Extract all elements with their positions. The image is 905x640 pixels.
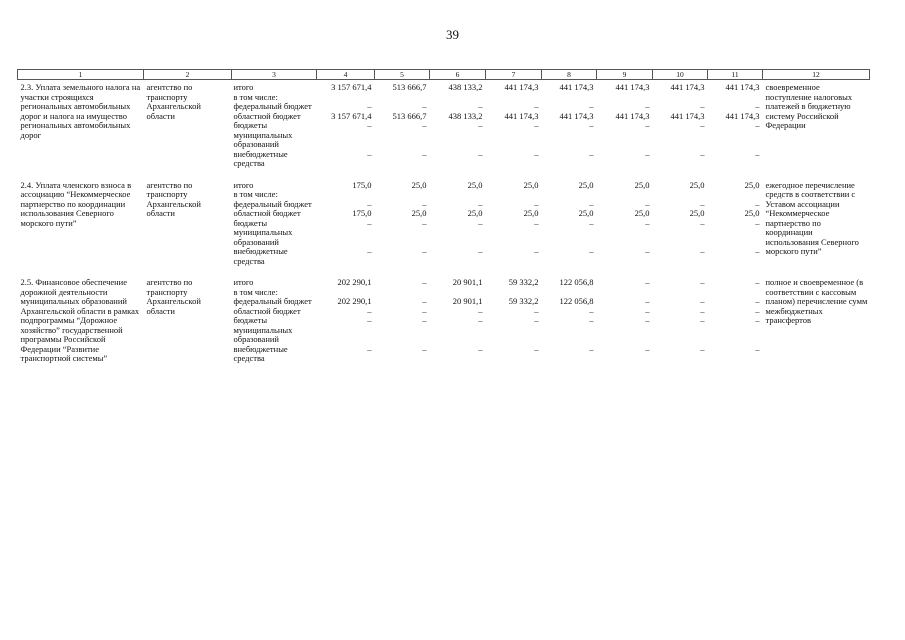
- amount-cell: [317, 93, 375, 103]
- funding-source-label: итого: [233, 277, 254, 287]
- amount-cell: 441 174,3: [615, 82, 650, 92]
- expected-result-cell: полное и своевременное (в соответствии с кассовым планом) перечисление сумм межбюджетных трансфертов: [765, 277, 868, 325]
- amount-cell: –: [422, 198, 427, 209]
- amount-cell: –: [589, 217, 594, 228]
- amount-cell: 513 666,7: [392, 110, 427, 121]
- amount-cell: –: [478, 246, 483, 256]
- column-number-cell: 12: [763, 70, 870, 80]
- amount-cell: –: [367, 217, 372, 228]
- amount-cell: –: [478, 198, 483, 209]
- amount-cell: –: [534, 315, 539, 325]
- amount-cell: –: [534, 101, 539, 111]
- amount-cell: –: [534, 198, 539, 209]
- amount-cell: 441 174,3: [615, 110, 650, 121]
- amount-cell: 25,0: [689, 208, 705, 218]
- amount-cell: –: [645, 217, 650, 228]
- funding-source-label: федеральный бюджет: [233, 101, 312, 111]
- amount-cell: –: [422, 277, 427, 287]
- amount-cell: –: [645, 277, 650, 287]
- amount-cell: 20 901,1: [452, 296, 483, 306]
- table-row: [18, 178, 870, 191]
- amount-cell: –: [645, 148, 650, 159]
- amount-cell: 59 332,2: [508, 296, 539, 306]
- amount-cell: 25,0: [578, 179, 594, 190]
- amount-cell: [317, 190, 375, 200]
- amount-cell: –: [755, 305, 760, 316]
- amount-cell: 122 056,8: [559, 277, 594, 287]
- amount-cell: –: [589, 305, 594, 316]
- amount-cell: 441 174,3: [725, 82, 760, 92]
- amount-cell: –: [755, 148, 760, 159]
- amount-cell: 25,0: [411, 179, 427, 190]
- amount-cell: –: [589, 343, 594, 354]
- amount-cell: –: [478, 315, 483, 325]
- amount-cell: –: [589, 120, 594, 130]
- amount-cell: –: [422, 343, 427, 354]
- event-name-cell: 2.5. Финансовое обеспечение дорожной деятельности муниципальных образований Архангельской области в рамках подпрограммы “Дорожное хозяйство” государственной программы Российской Федерации “Развитие транспортной системы”: [20, 277, 140, 363]
- amount-cell: 25,0: [467, 179, 483, 190]
- funding-source-label: внебюджетные средства: [233, 148, 288, 168]
- event-name-cell: 2.4. Уплата членского взноса в ассоциацию “Некоммерческое партнерство по координации использования Северного морского пути”: [20, 179, 132, 228]
- amount-cell: 441 174,3: [504, 82, 539, 92]
- amount-cell: 25,0: [634, 179, 650, 190]
- amount-cell: 3 157 671,4: [331, 82, 372, 92]
- funding-source-label: областной бюджет: [233, 110, 301, 121]
- amount-cell: –: [755, 217, 760, 228]
- expected-result-cell: своевременное поступление налоговых платежей в бюджетную систему Российской Федерации: [765, 82, 853, 130]
- amount-cell: 441 174,3: [670, 110, 705, 121]
- amount-cell: –: [700, 198, 705, 209]
- amount-cell: –: [645, 120, 650, 130]
- amount-cell: 3 157 671,4: [331, 110, 372, 121]
- column-number-cell: 1: [18, 70, 144, 80]
- funding-source-label: бюджеты муниципальных образований: [233, 120, 293, 149]
- event-name-cell: 2.3. Уплата земельного налога на участки строящихся региональных автомобильных дорог и налога на имущество региональных автомобильных дорог: [20, 82, 141, 140]
- amount-cell: 25,0: [744, 208, 760, 218]
- funding-source-label: бюджеты муниципальных образований: [233, 217, 293, 247]
- expected-result-cell: ежегодное перечисление средств в соответствии с Уставом ассоциации “Некоммерческое партнерство по координации использования Северного морского пути”: [765, 179, 859, 256]
- funding-source-label: областной бюджет: [233, 305, 301, 316]
- executor-cell: агентство по транспорту Архангельской области: [146, 277, 201, 316]
- amount-cell: –: [422, 217, 427, 228]
- amount-cell: –: [422, 296, 427, 306]
- amount-cell: 513 666,7: [392, 82, 427, 92]
- column-number-cell: 6: [430, 70, 486, 80]
- amount-cell: –: [367, 120, 372, 130]
- amount-cell: 25,0: [578, 208, 594, 218]
- funding-source-label: областной бюджет: [233, 208, 301, 218]
- amount-cell: –: [700, 217, 705, 228]
- funding-source-label: итого: [233, 179, 254, 190]
- amount-cell: –: [534, 343, 539, 354]
- amount-cell: –: [755, 277, 760, 287]
- amount-cell: –: [645, 198, 650, 209]
- funding-source-label: в том числе:: [233, 286, 278, 297]
- amount-cell: 175,0: [352, 179, 372, 190]
- amount-cell: 122 056,8: [559, 296, 594, 306]
- program-table: [17, 69, 870, 373]
- amount-cell: –: [534, 246, 539, 256]
- amount-cell: –: [367, 198, 372, 209]
- amount-cell: –: [589, 101, 594, 111]
- table-row: [18, 275, 870, 288]
- column-number-cell: 7: [486, 70, 542, 80]
- amount-cell: –: [478, 120, 483, 130]
- executor-cell: агентство по транспорту Архангельской области: [146, 82, 201, 121]
- amount-cell: –: [534, 120, 539, 130]
- column-number-cell: 2: [144, 70, 232, 80]
- funding-source-label: внебюджетные средства: [233, 246, 288, 266]
- amount-cell: 441 174,3: [504, 110, 539, 121]
- amount-cell: –: [478, 343, 483, 354]
- amount-cell: –: [589, 198, 594, 209]
- amount-cell: 25,0: [634, 208, 650, 218]
- amount-cell: –: [700, 343, 705, 354]
- amount-cell: 441 174,3: [670, 82, 705, 92]
- column-number-cell: 8: [542, 70, 597, 80]
- amount-cell: –: [700, 101, 705, 111]
- amount-cell: 25,0: [744, 179, 760, 190]
- amount-cell: –: [755, 101, 760, 111]
- amount-cell: –: [478, 148, 483, 159]
- amount-cell: –: [700, 305, 705, 316]
- amount-cell: –: [645, 296, 650, 306]
- amount-cell: –: [478, 217, 483, 228]
- amount-cell: –: [700, 246, 705, 256]
- amount-cell: 20 901,1: [452, 277, 483, 287]
- table-body: [18, 80, 870, 373]
- amount-cell: –: [755, 246, 760, 256]
- amount-cell: –: [645, 315, 650, 325]
- executor-cell: агентство по транспорту Архангельской области: [146, 179, 201, 218]
- amount-cell: –: [645, 305, 650, 316]
- amount-cell: 441 174,3: [725, 110, 760, 121]
- amount-cell: –: [700, 148, 705, 159]
- amount-cell: –: [422, 315, 427, 325]
- amount-cell: –: [589, 246, 594, 256]
- amount-cell: –: [589, 315, 594, 325]
- page-number: 39: [446, 27, 459, 42]
- column-number-cell: 10: [653, 70, 708, 80]
- amount-cell: –: [589, 148, 594, 159]
- column-number-cell: 9: [597, 70, 653, 80]
- amount-cell: –: [367, 343, 372, 354]
- amount-cell: 25,0: [523, 179, 539, 190]
- amount-cell: –: [367, 246, 372, 256]
- amount-cell: 202 290,1: [337, 277, 372, 287]
- amount-cell: –: [478, 101, 483, 111]
- amount-cell: –: [534, 217, 539, 228]
- amount-cell: –: [367, 315, 372, 325]
- funding-source-label: внебюджетные средства: [233, 343, 288, 363]
- amount-cell: –: [645, 343, 650, 354]
- amount-cell: 438 133,2: [448, 110, 483, 121]
- amount-cell: –: [422, 120, 427, 130]
- amount-cell: –: [422, 246, 427, 256]
- funding-source-label: бюджеты муниципальных образований: [233, 315, 293, 344]
- amount-cell: –: [700, 277, 705, 287]
- amount-cell: 59 332,2: [508, 277, 539, 287]
- amount-cell: 202 290,1: [337, 296, 372, 306]
- funding-source-label: в том числе:: [233, 91, 278, 102]
- funding-source-label: федеральный бюджет: [233, 198, 312, 209]
- amount-cell: –: [700, 315, 705, 325]
- amount-cell: –: [755, 198, 760, 209]
- amount-cell: 175,0: [352, 208, 372, 218]
- amount-cell: –: [422, 148, 427, 159]
- amount-cell: –: [700, 120, 705, 130]
- amount-cell: 25,0: [467, 208, 483, 218]
- table-row: [18, 80, 870, 93]
- amount-cell: –: [478, 305, 483, 316]
- amount-cell: 441 174,3: [559, 110, 594, 121]
- amount-cell: 25,0: [689, 179, 705, 190]
- column-number-header: [18, 70, 870, 80]
- amount-cell: –: [422, 101, 427, 111]
- amount-cell: 25,0: [411, 208, 427, 218]
- funding-source-label: итого: [233, 82, 254, 92]
- amount-cell: 441 174,3: [559, 82, 594, 92]
- amount-cell: –: [367, 305, 372, 316]
- amount-cell: –: [755, 296, 760, 306]
- amount-cell: –: [755, 343, 760, 354]
- amount-cell: –: [422, 305, 427, 316]
- amount-cell: –: [755, 315, 760, 325]
- amount-cell: 25,0: [523, 208, 539, 218]
- amount-cell: 438 133,2: [448, 82, 483, 92]
- column-number-cell: 3: [232, 70, 317, 80]
- funding-source-label: в том числе:: [233, 189, 278, 199]
- column-number-cell: 11: [708, 70, 763, 80]
- funding-source-label: федеральный бюджет: [233, 296, 312, 306]
- header-row: [18, 70, 870, 80]
- amount-cell: –: [367, 148, 372, 159]
- column-number-cell: 5: [375, 70, 430, 80]
- amount-cell: –: [755, 120, 760, 130]
- amount-cell: –: [534, 305, 539, 316]
- column-number-cell: 4: [317, 70, 375, 80]
- amount-cell: –: [367, 101, 372, 111]
- amount-cell: –: [645, 246, 650, 256]
- amount-cell: –: [645, 101, 650, 111]
- amount-cell: –: [700, 296, 705, 306]
- amount-cell: –: [534, 148, 539, 159]
